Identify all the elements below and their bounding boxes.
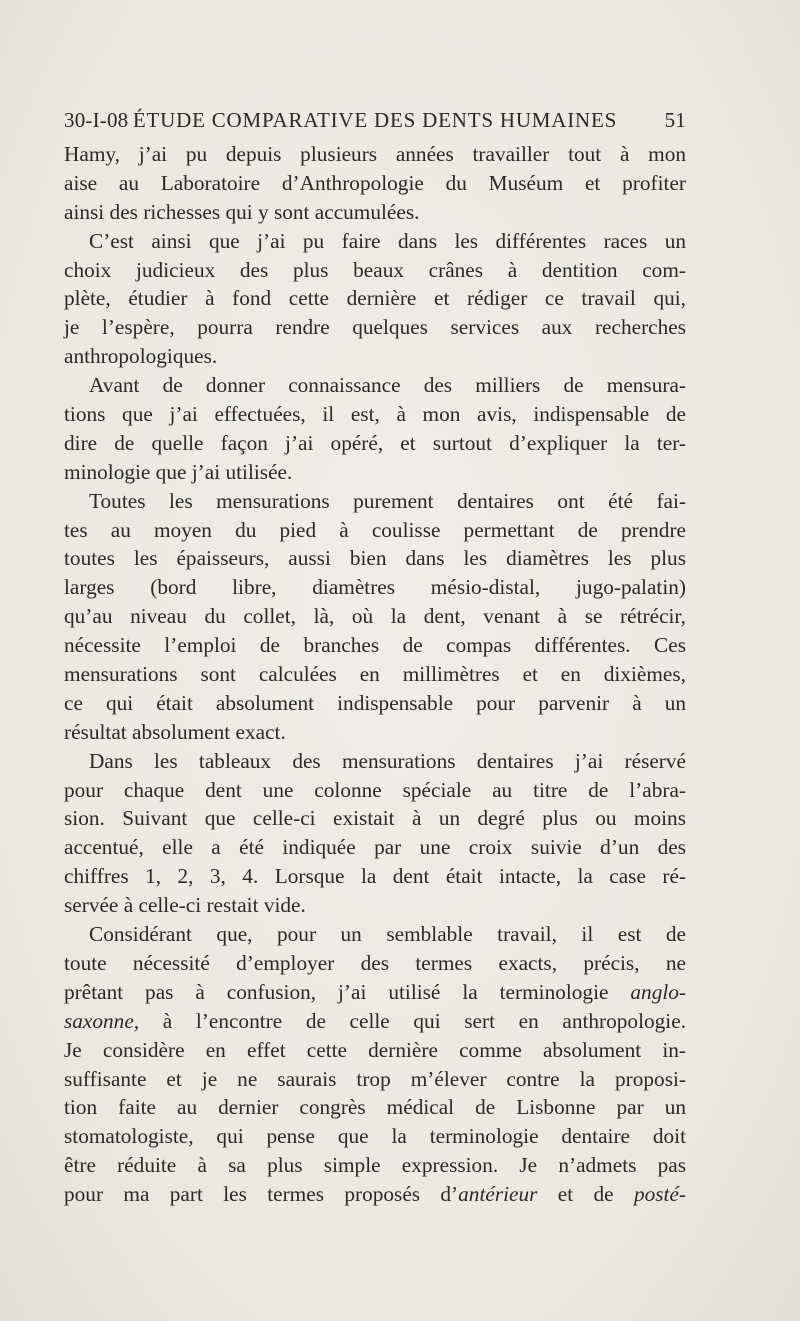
italic-term: anglo- — [630, 979, 686, 1004]
text-run: Considérant que, pour un semblable travail, il est de — [89, 922, 686, 947]
text-line — [64, 1093, 686, 1122]
text-line: je l’espère, pourra rendre quelques services aux recherches — [64, 315, 686, 340]
text-line: plète, étudier à fond cette dernière et rédiger ce travail qui, — [64, 286, 686, 311]
text-line — [64, 1180, 686, 1209]
text-line: choix judicieux des plus beaux crânes à dentition com- — [64, 257, 686, 282]
text-run: tion faite au dernier congrès médical de Lisbonne par un — [64, 1095, 686, 1120]
text-line: accentué, elle a été indiquée par une croix suivie d’un des — [64, 835, 686, 860]
running-header — [64, 108, 686, 138]
header-date: 30-I-08 — [64, 108, 129, 132]
text-line — [64, 1036, 686, 1065]
text-line: sion. Suivant que celle-ci existait à un degré plus ou moins — [64, 806, 686, 831]
text-line: toutes les épaisseurs, aussi bien dans les diamètres les plus — [64, 546, 686, 571]
italic-term: posté- — [633, 1182, 686, 1207]
paragraph-4 — [64, 487, 686, 747]
text-line: servée à celle-ci restait vide. — [64, 893, 306, 918]
text-line — [64, 1007, 686, 1036]
text-run: toute nécessité d’employer des termes exacts, précis, ne — [64, 950, 686, 975]
paragraph-5 — [64, 747, 686, 920]
text-line: qu’au niveau du collet, là, où la dent, venant à se rétrécir, — [64, 604, 686, 629]
text-line: ainsi des richesses qui y sont accumulées. — [64, 199, 420, 224]
text-line — [64, 1065, 686, 1094]
text-line: Avant de donner connaissance des milliers de mensura- — [89, 373, 686, 398]
text-line: anthropologiques. — [64, 344, 218, 369]
text-line: Toutes les mensurations purement dentaires ont été fai- — [89, 488, 686, 513]
paragraph-1 — [64, 140, 686, 227]
header-title: ÉTUDE COMPARATIVE DES DENTS HUMAINES — [132, 108, 618, 132]
text-run: stomatologiste, qui pense que la terminologie dentaire doit — [64, 1124, 686, 1149]
italic-term: saxonne, — [64, 1008, 140, 1033]
text-line: larges (bord libre, diamètres mésio-distal, jugo-palatin) — [64, 575, 686, 600]
text-line — [64, 949, 686, 978]
text-line: Dans les tableaux des mensurations dentaires j’ai réservé — [89, 748, 686, 773]
text-line — [64, 978, 686, 1007]
text-line: pour chaque dent une colonne spéciale au titre de l’abra- — [64, 777, 686, 802]
text-line: dire de quelle façon j’ai opéré, et surtout d’expliquer la ter- — [64, 430, 686, 455]
text-line: résultat absolument exact. — [64, 719, 286, 744]
page-number: 51 — [664, 108, 686, 132]
text-run: pour ma part les termes proposés d’ — [64, 1182, 459, 1207]
text-line: minologie que j’ai utilisée. — [64, 459, 293, 484]
text-line: Hamy, j’ai pu depuis plusieurs années travailler tout à mon — [64, 142, 686, 166]
paragraph-3 — [64, 371, 686, 487]
italic-term: antérieur — [458, 1182, 538, 1207]
paragraph-2 — [64, 227, 686, 371]
text-line: chiffres 1, 2, 3, 4. Lorsque la dent était intacte, la case ré- — [64, 864, 686, 889]
text-line: mensurations sont calculées en millimètres et en dixièmes, — [64, 662, 686, 687]
text-line: tes au moyen du pied à coulisse permettant de prendre — [64, 517, 686, 542]
text-line: nécessite l’emploi de branches de compas différentes. Ces — [64, 633, 686, 658]
text-line — [64, 1151, 686, 1180]
text-line — [64, 1122, 686, 1151]
text-line: ce qui était absolument indispensable pour parvenir à un — [64, 690, 686, 715]
paragraph-6 — [64, 920, 686, 1209]
text-line — [64, 920, 686, 949]
text-run: prêtant pas à confusion, j’ai utilisé la terminologie — [64, 979, 631, 1004]
text-line: tions que j’ai effectuées, il est, à mon avis, indispensable de — [64, 402, 686, 427]
text-line: aise au Laboratoire d’Anthropologie du Muséum et profiter — [64, 170, 686, 195]
text-run: et de — [537, 1182, 634, 1207]
text-run: à l’encontre de celle qui sert en anthropologie. — [139, 1008, 686, 1033]
text-line: C’est ainsi que j’ai pu faire dans les différentes races un — [89, 228, 686, 253]
text-run: suffisante et je ne saurais trop m’élever contre la proposi- — [64, 1066, 686, 1091]
text-run: Je considère en effet cette dernière comme absolument in- — [64, 1037, 686, 1062]
body-text — [64, 140, 686, 1209]
text-run: être réduite à sa plus simple expression. Je n’admets pas — [64, 1153, 686, 1178]
